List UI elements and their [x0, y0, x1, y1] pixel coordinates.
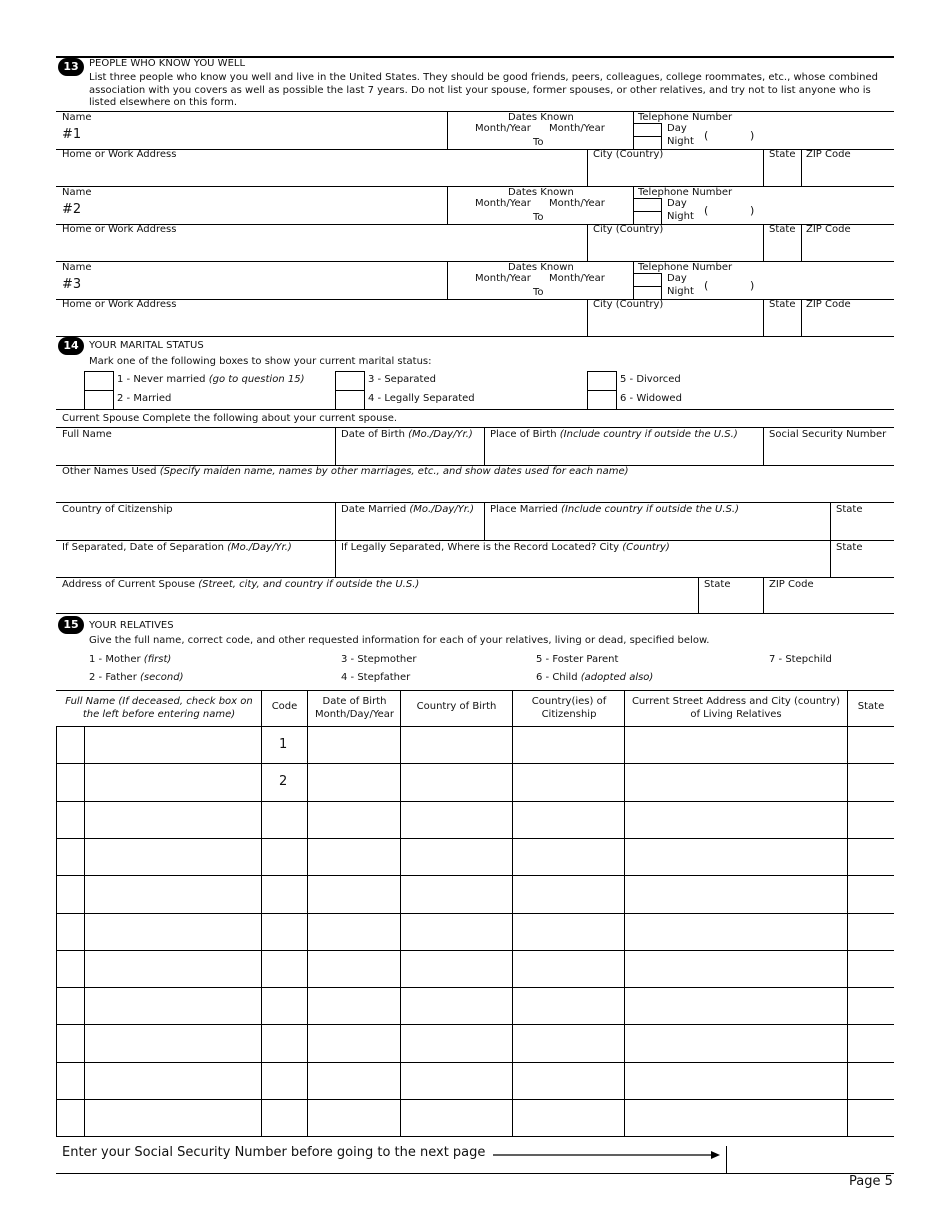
spouse-intro: Current Spouse Complete the following about your current spouse. [62, 413, 398, 424]
deceased-checkbox-cell[interactable] [57, 988, 84, 1023]
spouse-dob-field[interactable] [341, 442, 479, 464]
relative-citizenship-cell[interactable] [513, 914, 624, 949]
relative-address-cell[interactable] [625, 802, 847, 837]
relative-state-cell[interactable] [848, 727, 894, 762]
relatives-table-top [56, 690, 894, 691]
relative-address-cell[interactable] [625, 951, 847, 986]
relative-country-birth-cell[interactable] [401, 1100, 512, 1135]
col-divider [624, 690, 625, 1136]
footer-line [56, 1173, 894, 1174]
ref2-day-label: Day [667, 198, 687, 209]
relative-country-birth-cell[interactable] [401, 727, 512, 762]
relative-address-cell[interactable] [625, 876, 847, 911]
relative-state-cell[interactable] [848, 1025, 894, 1060]
deceased-checkbox-cell[interactable] [57, 727, 84, 762]
ref1-day-label: Day [667, 123, 687, 134]
ref2-phone-field[interactable] [712, 201, 748, 219]
code-stepfather: 4 - Stepfather [341, 672, 411, 683]
marital-option-married: 2 - Married [117, 393, 172, 404]
ref2-bottom-line [56, 261, 894, 262]
relative-full-name-cell[interactable] [85, 839, 261, 874]
ref3-number: #3 [62, 277, 82, 292]
relative-dob-cell[interactable] [308, 839, 400, 874]
spouse-married-state-field[interactable] [836, 517, 890, 539]
spouse-line [56, 577, 894, 578]
relative-country-birth-cell[interactable] [401, 1025, 512, 1060]
ref3-zip-field[interactable] [806, 312, 890, 334]
relative-address-cell[interactable] [625, 764, 847, 799]
ref1-tel-box-line [661, 123, 662, 149]
relative-state-cell[interactable] [848, 764, 894, 799]
spouse-zip-field[interactable] [769, 592, 889, 612]
ref2-number: #2 [62, 202, 82, 217]
ssn-divider [726, 1146, 727, 1173]
ref2-address-field[interactable] [62, 237, 582, 259]
ref3-divider [633, 261, 634, 299]
relative-country-birth-cell[interactable] [401, 1063, 512, 1098]
spouse-dob-label: Date of Birth (Mo./Day/Yr.) [341, 429, 473, 440]
relative-code-cell[interactable] [262, 802, 307, 837]
deceased-checkbox-cell[interactable] [57, 1025, 84, 1060]
spouse-address-field[interactable] [62, 592, 692, 612]
ref3-divider [587, 299, 588, 336]
spouse-full-name-label: Full Name [62, 429, 112, 440]
relative-citizenship-cell[interactable] [513, 951, 624, 986]
ref2-divider [633, 186, 634, 224]
spouse-other-names-label: Other Names Used (Specify maiden name, names by other marriages, etc., and show dates used for each name) [62, 466, 629, 477]
section-15-instructions: Give the full name, correct code, and other requested information for each of your relatives, living or dead, specified below. [89, 635, 710, 646]
spouse-line [56, 540, 894, 541]
ref3-dates-known: Dates Known [508, 262, 574, 273]
ref1-telephone-label: Telephone Number [638, 112, 733, 123]
ref1-zip-field[interactable] [806, 162, 890, 184]
ref2-divider [447, 186, 448, 224]
relative-full-name-cell[interactable] [85, 876, 261, 911]
relative-full-name-cell[interactable] [85, 802, 261, 837]
ref1-top-line [56, 111, 894, 112]
ref3-city-label: City (Country) [593, 299, 664, 310]
relative-dob-cell[interactable] [308, 1025, 400, 1060]
relative-country-birth-cell[interactable] [401, 839, 512, 874]
col-full-name-header: Full Name (If deceased, check box on the left before entering name) [65, 696, 253, 720]
ref1-number: #1 [62, 127, 82, 142]
col-code-header: Code [271, 701, 298, 712]
relative-code-cell[interactable] [262, 951, 307, 986]
ref1-phone-field[interactable] [712, 126, 748, 144]
ref1-address-label: Home or Work Address [62, 149, 177, 160]
marital-line [56, 409, 894, 410]
relative-country-birth-cell[interactable] [401, 988, 512, 1023]
relative-state-cell[interactable] [848, 1100, 894, 1135]
relative-citizenship-cell[interactable] [513, 1063, 624, 1098]
ref1-paren-open: ( [704, 129, 709, 142]
marital-checkbox-separated[interactable] [335, 371, 365, 391]
relative-country-birth-cell[interactable] [401, 764, 512, 799]
ref1-divider [763, 149, 764, 186]
ref2-dates-known: Dates Known [508, 187, 574, 198]
section-13-title: PEOPLE WHO KNOW YOU WELL [89, 58, 246, 69]
prefilled-code-2: 2 [279, 774, 288, 789]
spouse-pob-field[interactable] [490, 442, 758, 464]
marital-option-divorced: 5 - Divorced [620, 374, 681, 385]
ssn-prompt: Enter your Social Security Number before going to the next page [62, 1145, 486, 1160]
spouse-divider [830, 540, 831, 578]
relative-state-cell[interactable] [848, 839, 894, 874]
marital-option-separated: 3 - Separated [368, 374, 436, 385]
section-15-title: YOUR RELATIVES [89, 620, 174, 631]
spouse-line [56, 613, 894, 614]
relative-dob-cell[interactable] [308, 951, 400, 986]
relative-dob-cell[interactable] [308, 914, 400, 949]
spouse-place-married-label: Place Married (Include country if outside the U.S.) [490, 504, 739, 515]
relative-citizenship-cell[interactable] [513, 988, 624, 1023]
ref3-tel-box-line [633, 286, 661, 287]
col-divider [261, 690, 262, 1136]
deceased-checkbox-cell[interactable] [57, 764, 84, 799]
ref1-city-label: City (Country) [593, 149, 664, 160]
ref2-paren-close: ) [750, 204, 755, 217]
relative-code-cell[interactable] [262, 839, 307, 874]
relative-dob-cell[interactable] [308, 727, 400, 762]
relative-state-cell[interactable] [848, 988, 894, 1023]
spouse-address-state-field[interactable] [704, 592, 758, 612]
spouse-divider [830, 502, 831, 540]
relative-state-cell[interactable] [848, 802, 894, 837]
relative-full-name-cell[interactable] [85, 1100, 261, 1135]
col-divider [847, 690, 848, 1136]
marital-checkbox-widowed[interactable] [587, 390, 617, 410]
spouse-married-state-label: State [836, 504, 863, 515]
ref3-address-field[interactable] [62, 312, 582, 334]
ref3-bottom-line [56, 336, 894, 337]
ref3-divider [801, 299, 802, 336]
relative-citizenship-cell[interactable] [513, 1025, 624, 1060]
relative-state-cell[interactable] [848, 876, 894, 911]
marital-checkbox-legally-separated[interactable] [335, 390, 365, 410]
code-stepmother: 3 - Stepmother [341, 654, 417, 665]
ref3-to-label: To [533, 287, 544, 298]
relative-full-name-cell[interactable] [85, 764, 261, 799]
ref1-divider [801, 149, 802, 186]
spouse-full-name-field[interactable] [62, 442, 330, 464]
ref1-zip-label: ZIP Code [806, 149, 851, 160]
relative-code-cell[interactable] [262, 1025, 307, 1060]
ref3-telephone-label: Telephone Number [638, 262, 733, 273]
relative-citizenship-cell[interactable] [513, 764, 624, 799]
spouse-line [56, 502, 894, 503]
ref1-city-field[interactable] [593, 162, 758, 184]
relative-code-cell[interactable] [262, 914, 307, 949]
marital-option-legally-separated: 4 - Legally Separated [368, 393, 475, 404]
page-number: Page 5 [849, 1174, 893, 1189]
ref2-divider [587, 224, 588, 261]
ref3-city-field[interactable] [593, 312, 758, 334]
ssn-entry-field[interactable] [732, 1146, 892, 1170]
relative-citizenship-cell[interactable] [513, 839, 624, 874]
relative-state-cell[interactable] [848, 914, 894, 949]
spouse-place-married-field[interactable] [490, 517, 825, 539]
spouse-divider [763, 427, 764, 465]
relative-address-cell[interactable] [625, 839, 847, 874]
marital-option-widowed: 6 - Widowed [620, 393, 682, 404]
ref3-night-label: Night [667, 286, 694, 297]
deceased-checkbox-cell[interactable] [57, 951, 84, 986]
col-divider [56, 726, 57, 1136]
relative-address-cell[interactable] [625, 727, 847, 762]
ref2-name-field[interactable] [90, 199, 440, 219]
ref3-day-label: Day [667, 273, 687, 284]
section-13-badge: 13 [58, 58, 84, 76]
code-child: 6 - Child (adopted also) [536, 672, 654, 683]
ref1-month-year-to[interactable]: Month/Year [549, 123, 605, 134]
col-divider [84, 726, 85, 1136]
ref2-tel-box-line [633, 211, 661, 212]
ref3-address-label: Home or Work Address [62, 299, 177, 310]
ref1-tel-box-line [633, 123, 661, 124]
relative-code-cell[interactable] [262, 988, 307, 1023]
relative-state-cell[interactable] [848, 1063, 894, 1098]
relative-address-cell[interactable] [625, 1025, 847, 1060]
ref1-divider [447, 111, 448, 149]
marital-checkbox-divorced[interactable] [587, 371, 617, 391]
code-foster-parent: 5 - Foster Parent [536, 654, 619, 665]
legal-separation-field[interactable] [341, 555, 825, 577]
ref2-state-label: State [769, 224, 796, 235]
section-14-instructions: Mark one of the following boxes to show your current marital status: [89, 356, 432, 367]
col-divider [400, 690, 401, 1136]
ref2-to-label: To [533, 212, 544, 223]
relative-address-cell[interactable] [625, 1100, 847, 1135]
col-country-birth-header: Country of Birth [416, 701, 497, 712]
marital-checkbox-married[interactable] [84, 390, 114, 410]
legal-separation-state-label: State [836, 542, 863, 553]
relative-address-cell[interactable] [625, 988, 847, 1023]
ref1-tel-box-line [633, 136, 661, 137]
ref2-divider [763, 224, 764, 261]
relative-full-name-cell[interactable] [85, 1063, 261, 1098]
ref1-dates-known: Dates Known [508, 112, 574, 123]
ref1-state-label: State [769, 149, 796, 160]
spouse-address-state-label: State [704, 579, 731, 590]
col-state-header: State [857, 701, 885, 712]
relative-address-cell[interactable] [625, 1063, 847, 1098]
relative-country-birth-cell[interactable] [401, 802, 512, 837]
relative-country-birth-cell[interactable] [401, 876, 512, 911]
ref3-paren-close: ) [750, 279, 755, 292]
separation-date-label: If Separated, Date of Separation (Mo./Day/Yr.) [62, 542, 292, 553]
spouse-divider [484, 502, 485, 540]
deceased-checkbox-cell[interactable] [57, 839, 84, 874]
ref2-city-field[interactable] [593, 237, 758, 259]
ref1-name-label: Name [62, 112, 92, 123]
ref1-state-field[interactable] [767, 162, 799, 184]
relatives-row-line [56, 1136, 894, 1137]
ref2-zip-label: ZIP Code [806, 224, 851, 235]
section-14-title: YOUR MARITAL STATUS [89, 340, 204, 351]
spouse-date-married-label: Date Married (Mo./Day/Yr.) [341, 504, 475, 515]
ref2-night-label: Night [667, 211, 694, 222]
ref1-divider [633, 111, 634, 149]
ref2-month-year-to[interactable]: Month/Year [549, 198, 605, 209]
spouse-divider [335, 502, 336, 540]
deceased-checkbox-cell[interactable] [57, 1100, 84, 1135]
code-father: 2 - Father (second) [89, 672, 184, 683]
relative-full-name-cell[interactable] [85, 727, 261, 762]
relative-dob-cell[interactable] [308, 1063, 400, 1098]
marital-checkbox-never-married[interactable] [84, 371, 114, 391]
ref3-name-field[interactable] [90, 274, 440, 294]
ref2-tel-box-line [661, 198, 662, 224]
ref2-tel-box-line [633, 198, 661, 199]
col-citizenship-header: Country(ies) of Citizenship [531, 696, 607, 720]
ref1-month-year-from[interactable]: Month/Year [475, 123, 531, 134]
spouse-date-married-field[interactable] [341, 517, 479, 539]
ref2-name-label: Name [62, 187, 92, 198]
separation-date-field[interactable] [62, 555, 330, 577]
relative-dob-cell[interactable] [308, 1100, 400, 1135]
ref3-divider [447, 261, 448, 299]
relative-country-birth-cell[interactable] [401, 914, 512, 949]
ref3-name-label: Name [62, 262, 92, 273]
section-13-instructions: List three people who know you well and live in the United States. They should be good friends, peers, colleagues, college roommates, etc., whose combined association with you covers as well as possible the last 7 years. Do not list your spouse, former spouses, or other relatives, and try not to list anyone who is listed elsewhere on this form. [89, 72, 878, 108]
ref3-zip-label: ZIP Code [806, 299, 851, 310]
ref2-city-label: City (Country) [593, 224, 664, 235]
spouse-divider [698, 577, 699, 613]
relative-full-name-cell[interactable] [85, 914, 261, 949]
spouse-divider [335, 427, 336, 465]
relative-full-name-cell[interactable] [85, 951, 261, 986]
ref3-state-label: State [769, 299, 796, 310]
section-14-badge: 14 [58, 337, 84, 355]
section-15-badge: 15 [58, 616, 84, 634]
ref3-tel-box-line [661, 273, 662, 299]
relative-full-name-cell[interactable] [85, 988, 261, 1023]
relative-dob-cell[interactable] [308, 876, 400, 911]
legal-separation-label: If Legally Separated, Where is the Record Located? City (Country) [341, 542, 670, 553]
spouse-pob-label: Place of Birth (Include country if outside the U.S.) [490, 429, 738, 440]
col-divider [307, 690, 308, 1136]
spouse-ssn-label: Social Security Number [769, 429, 887, 440]
spouse-other-names-field[interactable] [62, 479, 888, 501]
ref3-state-field[interactable] [767, 312, 799, 334]
ref2-zip-field[interactable] [806, 237, 890, 259]
relative-full-name-cell[interactable] [85, 1025, 261, 1060]
deceased-checkbox-cell[interactable] [57, 876, 84, 911]
prefilled-code-1: 1 [279, 737, 288, 752]
ref2-divider [801, 224, 802, 261]
col-divider [512, 690, 513, 1136]
code-stepchild: 7 - Stepchild [769, 654, 832, 665]
ref1-address-field[interactable] [62, 162, 582, 184]
col-dob-header: Date of Birth Month/Day/Year [315, 696, 394, 720]
ref1-bottom-line [56, 186, 894, 187]
deceased-checkbox-cell[interactable] [57, 802, 84, 837]
relative-code-cell[interactable] [262, 1100, 307, 1135]
code-mother: 1 - Mother (first) [89, 654, 172, 665]
ref3-paren-open: ( [704, 279, 709, 292]
legal-separation-state-field[interactable] [836, 555, 890, 577]
relative-dob-cell[interactable] [308, 988, 400, 1023]
spouse-address-label: Address of Current Spouse (Street, city, and country if outside the U.S.) [62, 579, 420, 590]
ref2-telephone-label: Telephone Number [638, 187, 733, 198]
spouse-divider [484, 427, 485, 465]
marital-option-never-married: 1 - Never married (go to question 15) [117, 374, 305, 385]
relative-code-cell[interactable] [262, 876, 307, 911]
ref3-divider [763, 299, 764, 336]
ref1-to-label: To [533, 137, 544, 148]
relative-address-cell[interactable] [625, 914, 847, 949]
ref1-divider [587, 149, 588, 186]
ref1-night-label: Night [667, 136, 694, 147]
ref1-paren-close: ) [750, 129, 755, 142]
spouse-line [56, 427, 894, 428]
spouse-divider [335, 540, 336, 578]
relative-code-cell[interactable] [262, 1063, 307, 1098]
relative-citizenship-cell[interactable] [513, 727, 624, 762]
deceased-checkbox-cell[interactable] [57, 1063, 84, 1098]
ref2-address-label: Home or Work Address [62, 224, 177, 235]
spouse-citizenship-label: Country of Citizenship [62, 504, 173, 515]
ref3-tel-box-line [633, 273, 661, 274]
ref3-phone-field[interactable] [712, 276, 748, 294]
ref3-month-year-to[interactable]: Month/Year [549, 273, 605, 284]
ref2-paren-open: ( [704, 204, 709, 217]
relative-country-birth-cell[interactable] [401, 951, 512, 986]
spouse-ssn-field[interactable] [769, 442, 889, 464]
relative-citizenship-cell[interactable] [513, 876, 624, 911]
relative-dob-cell[interactable] [308, 764, 400, 799]
spouse-zip-label: ZIP Code [769, 579, 814, 590]
ref1-name-field[interactable] [90, 124, 440, 144]
relative-state-cell[interactable] [848, 951, 894, 986]
arrow-right-icon [493, 1149, 721, 1161]
ref2-state-field[interactable] [767, 237, 799, 259]
spouse-citizenship-field[interactable] [62, 517, 330, 539]
relative-dob-cell[interactable] [308, 802, 400, 837]
relative-citizenship-cell[interactable] [513, 802, 624, 837]
ref3-month-year-from[interactable]: Month/Year [475, 273, 531, 284]
ref2-month-year-from[interactable]: Month/Year [475, 198, 531, 209]
col-address-header: Current Street Address and City (country) of Living Relatives [631, 696, 841, 720]
spouse-divider [763, 577, 764, 613]
relative-citizenship-cell[interactable] [513, 1100, 624, 1135]
deceased-checkbox-cell[interactable] [57, 914, 84, 949]
